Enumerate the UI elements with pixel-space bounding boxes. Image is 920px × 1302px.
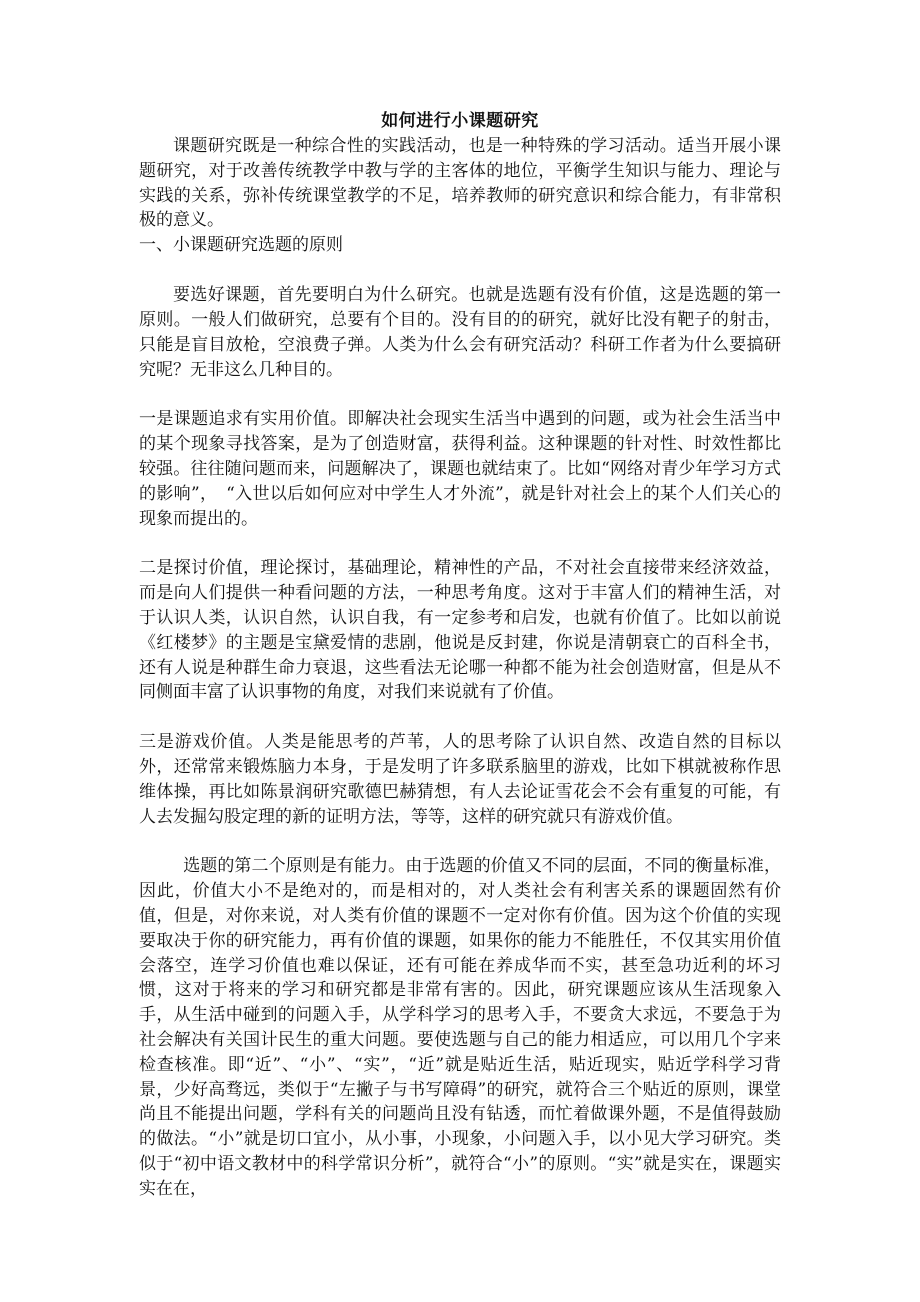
- document-title: 如何进行小课题研究: [381, 111, 539, 131]
- paragraph-purpose: 要选好课题，首先要明白为什么研究。也就是选题有没有价值，这是选题的第一原则。一般人们做研究，总要有个目的。没有目的的研究，就好比没有靶子的射击，只能是盲目放枪，空浪费子弹。人类为什么会有研究活动？科研工作者为什么要搞研究呢？无非这么几种目的。: [139, 285, 781, 380]
- paragraph-game-value: 三是游戏价值。人类是能思考的芦苇，人的思考除了认识自然、改造自然的目标以外，还常常来锻炼脑力本身，于是发明了许多联系脑里的游戏，比如下棋就被称作思维体操，再比如陈景润研究歌德巴赫猜想，有人去论证雪花会不会有重复的可能，有人去发掘勾股定理的新的证明方法，等等，这样的研究就只有游戏价值。: [139, 732, 781, 827]
- spacer: [139, 705, 781, 730]
- spacer: [139, 531, 781, 556]
- intro-paragraph: 课题研究既是一种综合性的实践活动，也是一种特殊的学习活动。适当开展小课题研究，对于改善传统教学中教与学的主客体的地位，平衡学生知识与能力、理论与实践的关系，弥补传统课堂教学的不足，培养教师的研究意识和综合能力，有非常积极的意义。: [139, 136, 781, 231]
- spacer: [139, 382, 781, 407]
- paragraph-practical-value: 一是课题追求有实用价值。即解决社会现实生活当中遇到的问题，或为社会生活当中的某个现象寻找答案，是为了创造财富，获得利益。这种课题的针对性、时效性都比较强。往往随问题而来，问题解决了，课题也就结束了。比如“网络对青少年学习方式的影响”， “入世以后如何应对中学生人才外流”，就是针对社会上的某个人们关心的现象而提出的。: [139, 409, 781, 529]
- paragraph-ability-principle: 选题的第二个原则是有能力。由于选题的价值又不同的层面，不同的衡量标准，因此，价值大小不是绝对的，而是相对的，对人类社会有利害关系的课题固然有价值，但是，对你来说，对人类有价值的课题不一定对你有价值。因为这个价值的实现要取决于你的研究能力，再有价值的课题，如果你的能力不能胜任，不仅其实用价值会落空，连学习价值也难以保证，还有可能在养成华而不实，甚至急功近利的坏习惯，这对于将来的学习和研究都是非常有害的。因此，研究课题应该从生活现象入手，从生活中碰到的问题入手，从学科学习的思考入手，不要贪大求远，不要急于为社会解决有关国计民生的重大问题。要使选题与自己的能力相适应，可以用几个字来检查核准。即“近”、“小”、“实”，“近”就是贴近生活，贴近现实，贴近学科学习背景，少好高骛远，类似于“左撇子与书写障碍”的研究，就符合三个贴近的原则，课堂尚且不能提出问题，学科有关的问题尚且没有钻透，而忙着做课外题，不是值得鼓励的做法。“小”就是切口宜小，从小事，小现象，小问题入手，以小见大学习研究。类似于“初中语文教材中的科学常识分析”，就符合“小”的原则。“实”就是实在，课题实实在在，: [139, 856, 781, 1199]
- spacer: [139, 829, 781, 854]
- spacer: [139, 258, 781, 283]
- section-heading: 一、小课题研究选题的原则: [139, 235, 343, 256]
- paragraph-theoretical-value: 二是探讨价值，理论探讨，基础理论，精神性的产品，不对社会直接带来经济效益，而是向人们提供一种看问题的方法，一种思考角度。这对于丰富人们的精神生活，对于认识人类，认识自然，认识自我，有一定参考和启发，也就有价值了。比如以前说《红楼梦》的主题是宝黛爱情的悲剧，他说是反封建，你说是清朝衰亡的百科全书，还有人说是种群生命力衰退，这些看法无论哪一种都不能为社会创造财富，但是从不同侧面丰富了认识事物的角度，对我们来说就有了价值。: [139, 558, 781, 703]
- document-page: [139, 108, 781, 1201]
